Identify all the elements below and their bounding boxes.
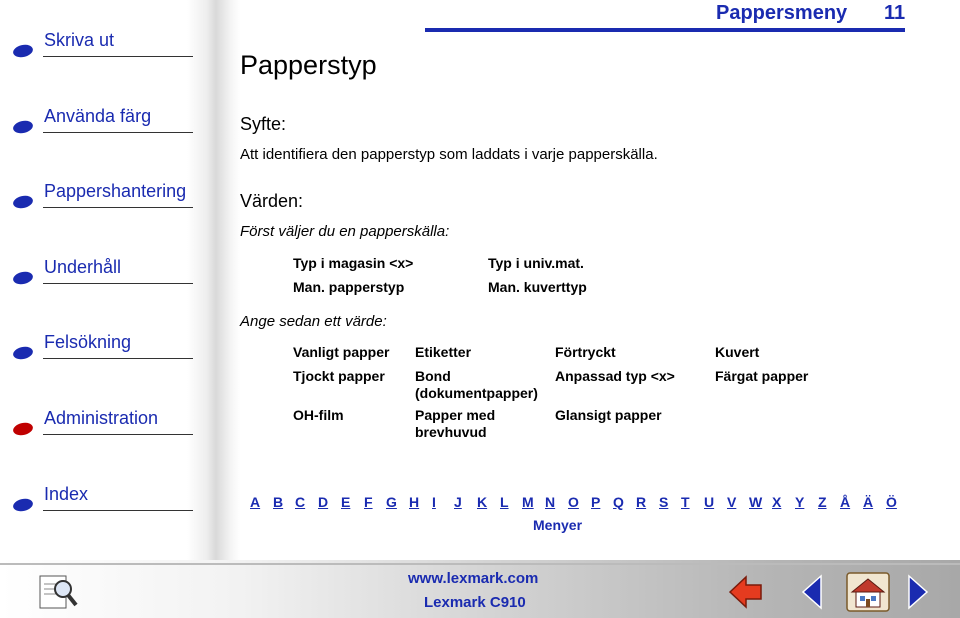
- alphabet-link[interactable]: F: [364, 494, 373, 510]
- sidebar-item-label[interactable]: Index: [44, 484, 89, 504]
- value-option: Tjockt papper: [293, 368, 385, 384]
- divider: [43, 510, 193, 511]
- footer-divider: [0, 563, 960, 565]
- step1-text: Först väljer du en papperskälla:: [240, 223, 450, 240]
- footer-model: Lexmark C910: [424, 594, 526, 611]
- page-number: 11: [884, 2, 906, 24]
- sidebar-item-pappershantering[interactable]: [12, 183, 187, 213]
- back-arrow-icon[interactable]: [728, 574, 764, 610]
- search-icon[interactable]: [38, 572, 82, 612]
- value-option: Etiketter: [415, 344, 472, 360]
- sidebar-item-label[interactable]: Använda färg: [44, 106, 152, 126]
- purpose-text: Att identifiera den papperstyp som laddats i varje papperskälla.: [240, 146, 658, 163]
- divider: [43, 132, 193, 133]
- sidebar-item-label[interactable]: Pappershantering: [44, 181, 187, 201]
- sidebar-item-underhall[interactable]: [12, 259, 187, 289]
- alphabet-link[interactable]: T: [681, 494, 690, 510]
- page-title: Papperstyp: [240, 50, 377, 80]
- sidebar-item-label[interactable]: Skriva ut: [44, 30, 115, 50]
- value-option: OH-film: [293, 407, 344, 423]
- value-option: Papper med brevhuvud: [415, 407, 496, 440]
- alphabet-link[interactable]: C: [295, 494, 306, 510]
- sidebar-item-index[interactable]: [12, 486, 187, 516]
- values-heading: Värden:: [240, 191, 304, 211]
- home-icon[interactable]: [846, 572, 890, 612]
- alphabet-link[interactable]: U: [704, 494, 715, 510]
- value-option: Glansigt papper: [555, 407, 662, 423]
- divider: [43, 56, 193, 57]
- alphabet-link[interactable]: G: [386, 494, 397, 510]
- alphabet-link[interactable]: S: [659, 494, 669, 510]
- source-option: Man. papperstyp: [293, 279, 405, 295]
- value-option: Förtryckt: [555, 344, 616, 360]
- sidebar-item-label[interactable]: Underhåll: [44, 257, 122, 277]
- red-bullet-icon: [12, 498, 34, 512]
- red-bullet-icon: [12, 271, 34, 285]
- sidebar-item-label[interactable]: Administration: [44, 408, 159, 428]
- sidebar-nav: [0, 0, 240, 560]
- divider: [43, 283, 193, 284]
- value-option: Kuvert: [715, 344, 760, 360]
- header-title: Pappersmeny: [716, 2, 848, 24]
- alphabet-link[interactable]: W: [749, 494, 763, 510]
- step2-text: Ange sedan ett värde:: [240, 313, 387, 330]
- next-page-icon[interactable]: [906, 574, 930, 610]
- red-bullet-icon: [12, 120, 34, 134]
- alphabet-link[interactable]: M: [522, 494, 534, 510]
- red-bullet-icon: [12, 422, 34, 436]
- alphabet-link[interactable]: X: [772, 494, 782, 510]
- value-option: Vanligt papper: [293, 344, 390, 360]
- red-bullet-icon: [12, 195, 34, 209]
- alphabet-link[interactable]: L: [500, 494, 509, 510]
- sidebar-item-administration[interactable]: [12, 410, 187, 440]
- alphabet-link[interactable]: Ä: [863, 494, 874, 510]
- alphabet-link[interactable]: Ö: [886, 494, 897, 510]
- alphabet-link[interactable]: N: [545, 494, 556, 510]
- value-option: Bond (dokumentpapper): [415, 368, 538, 401]
- alphabet-link[interactable]: J: [454, 494, 462, 510]
- alphabet-link[interactable]: H: [409, 494, 420, 510]
- divider: [43, 358, 193, 359]
- source-option: Man. kuverttyp: [488, 279, 587, 295]
- alphabet-link[interactable]: Q: [613, 494, 624, 510]
- alphabet-link[interactable]: K: [477, 494, 488, 510]
- alphabet-link[interactable]: O: [568, 494, 579, 510]
- sidebar-item-felsokning[interactable]: [12, 334, 187, 364]
- alphabet-link[interactable]: Å: [840, 494, 851, 510]
- sidebar-item-anvanda-farg[interactable]: [12, 108, 187, 138]
- footer-url-link[interactable]: www.lexmark.com: [408, 570, 539, 587]
- previous-page-icon[interactable]: [800, 574, 824, 610]
- alphabet-link[interactable]: D: [318, 494, 329, 510]
- alphabet-link[interactable]: P: [591, 494, 601, 510]
- sidebar-item-skriva-ut[interactable]: [12, 32, 187, 62]
- alphabet-link[interactable]: Z: [818, 494, 827, 510]
- purpose-heading: Syfte:: [240, 114, 287, 134]
- header-rule: [425, 28, 905, 32]
- alphabet-link[interactable]: R: [636, 494, 647, 510]
- alphabet-link[interactable]: A: [250, 494, 261, 510]
- red-bullet-icon: [12, 44, 34, 58]
- divider: [43, 207, 193, 208]
- value-option: Anpassad typ <x>: [555, 368, 675, 384]
- alphabet-link[interactable]: E: [341, 494, 351, 510]
- source-option: Typ i univ.mat.: [488, 255, 584, 271]
- red-bullet-icon: [12, 346, 34, 360]
- menus-link[interactable]: Menyer: [533, 517, 583, 533]
- sidebar-item-label[interactable]: Felsökning: [44, 332, 132, 352]
- alphabet-link[interactable]: B: [273, 494, 284, 510]
- alphabet-link[interactable]: I: [432, 494, 436, 510]
- alphabet-link[interactable]: V: [727, 494, 737, 510]
- value-option: Färgat papper: [715, 368, 809, 384]
- divider: [43, 434, 193, 435]
- alphabet-link[interactable]: Y: [795, 494, 805, 510]
- source-option: Typ i magasin <x>: [293, 255, 414, 271]
